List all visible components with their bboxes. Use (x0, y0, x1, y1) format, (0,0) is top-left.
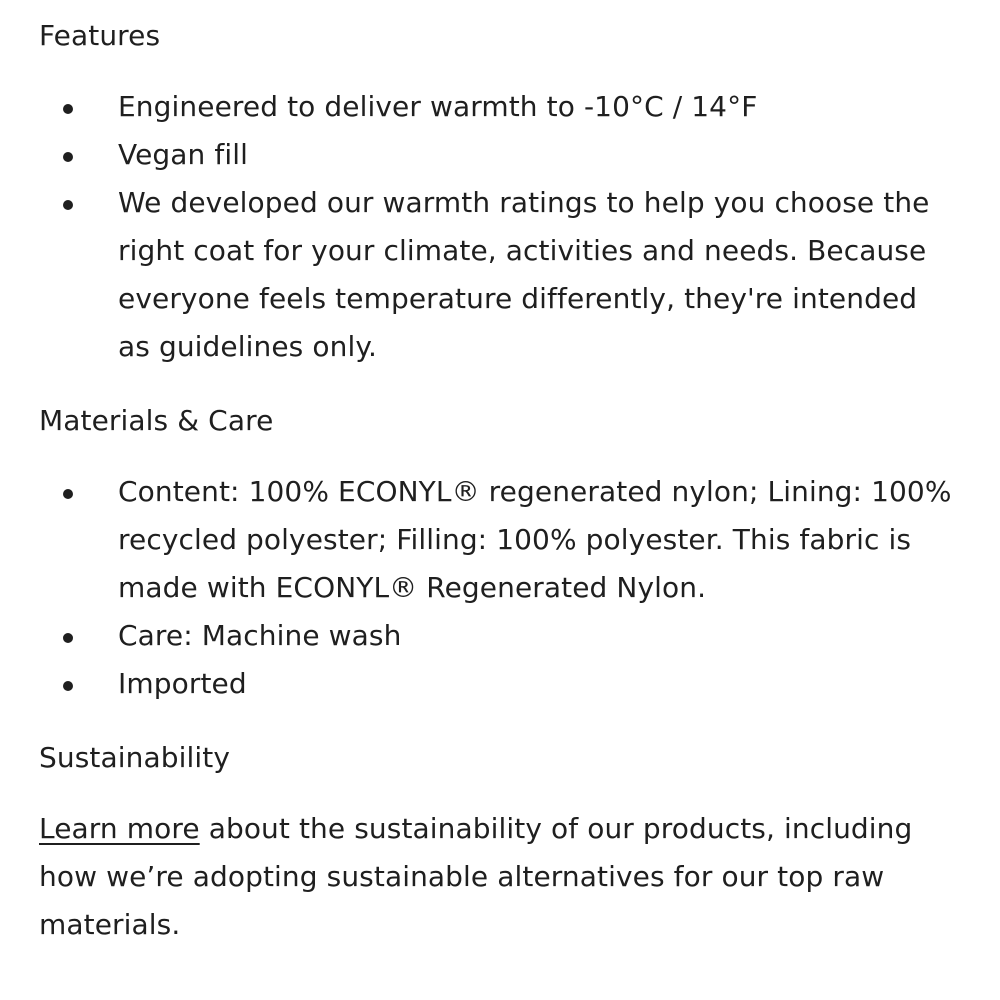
section-spacer (39, 371, 1000, 401)
features-heading: Features (39, 19, 161, 52)
bullet-icon (63, 152, 73, 162)
list-item-text: Imported (118, 667, 247, 700)
list-item (39, 660, 958, 708)
bullet-icon (63, 489, 73, 499)
list-item-text: Care: Machine wash (118, 619, 402, 652)
bullet-icon (63, 681, 73, 691)
section-spacer (39, 708, 1000, 738)
list-item-text: We developed our warmth ratings to help you choose the right coat for your climate, activities and needs. Because everyone feels temperature differently, they're intended as guidelines only. (118, 186, 930, 363)
materials-list (39, 468, 1000, 708)
sustainability-text: about the sustainability of our products, including how we’re adopting sustainable alternatives for our top raw materials. (39, 812, 913, 941)
list-item (39, 179, 958, 371)
list-item-text: Vegan fill (118, 138, 248, 171)
materials-care-heading: Materials & Care (39, 404, 274, 437)
list-item-text: Engineered to deliver warmth to -10°C / 14°F (118, 90, 758, 123)
learn-more-link[interactable]: Learn more (39, 812, 200, 845)
bullet-icon (63, 633, 73, 643)
bullet-icon (63, 200, 73, 210)
bullet-icon (63, 104, 73, 114)
sustainability-paragraph (39, 805, 969, 949)
list-item (39, 468, 958, 612)
sustainability-heading: Sustainability (39, 741, 230, 774)
features-list (39, 83, 1000, 371)
list-item (39, 612, 958, 660)
list-item (39, 131, 958, 179)
list-item (39, 83, 958, 131)
list-item-text: Content: 100% ECONYL® regenerated nylon; Lining: 100% recycled polyester; Filling: 100% polyester. This fabric is made with ECONYL® Regenerated Nylon. (118, 475, 952, 604)
